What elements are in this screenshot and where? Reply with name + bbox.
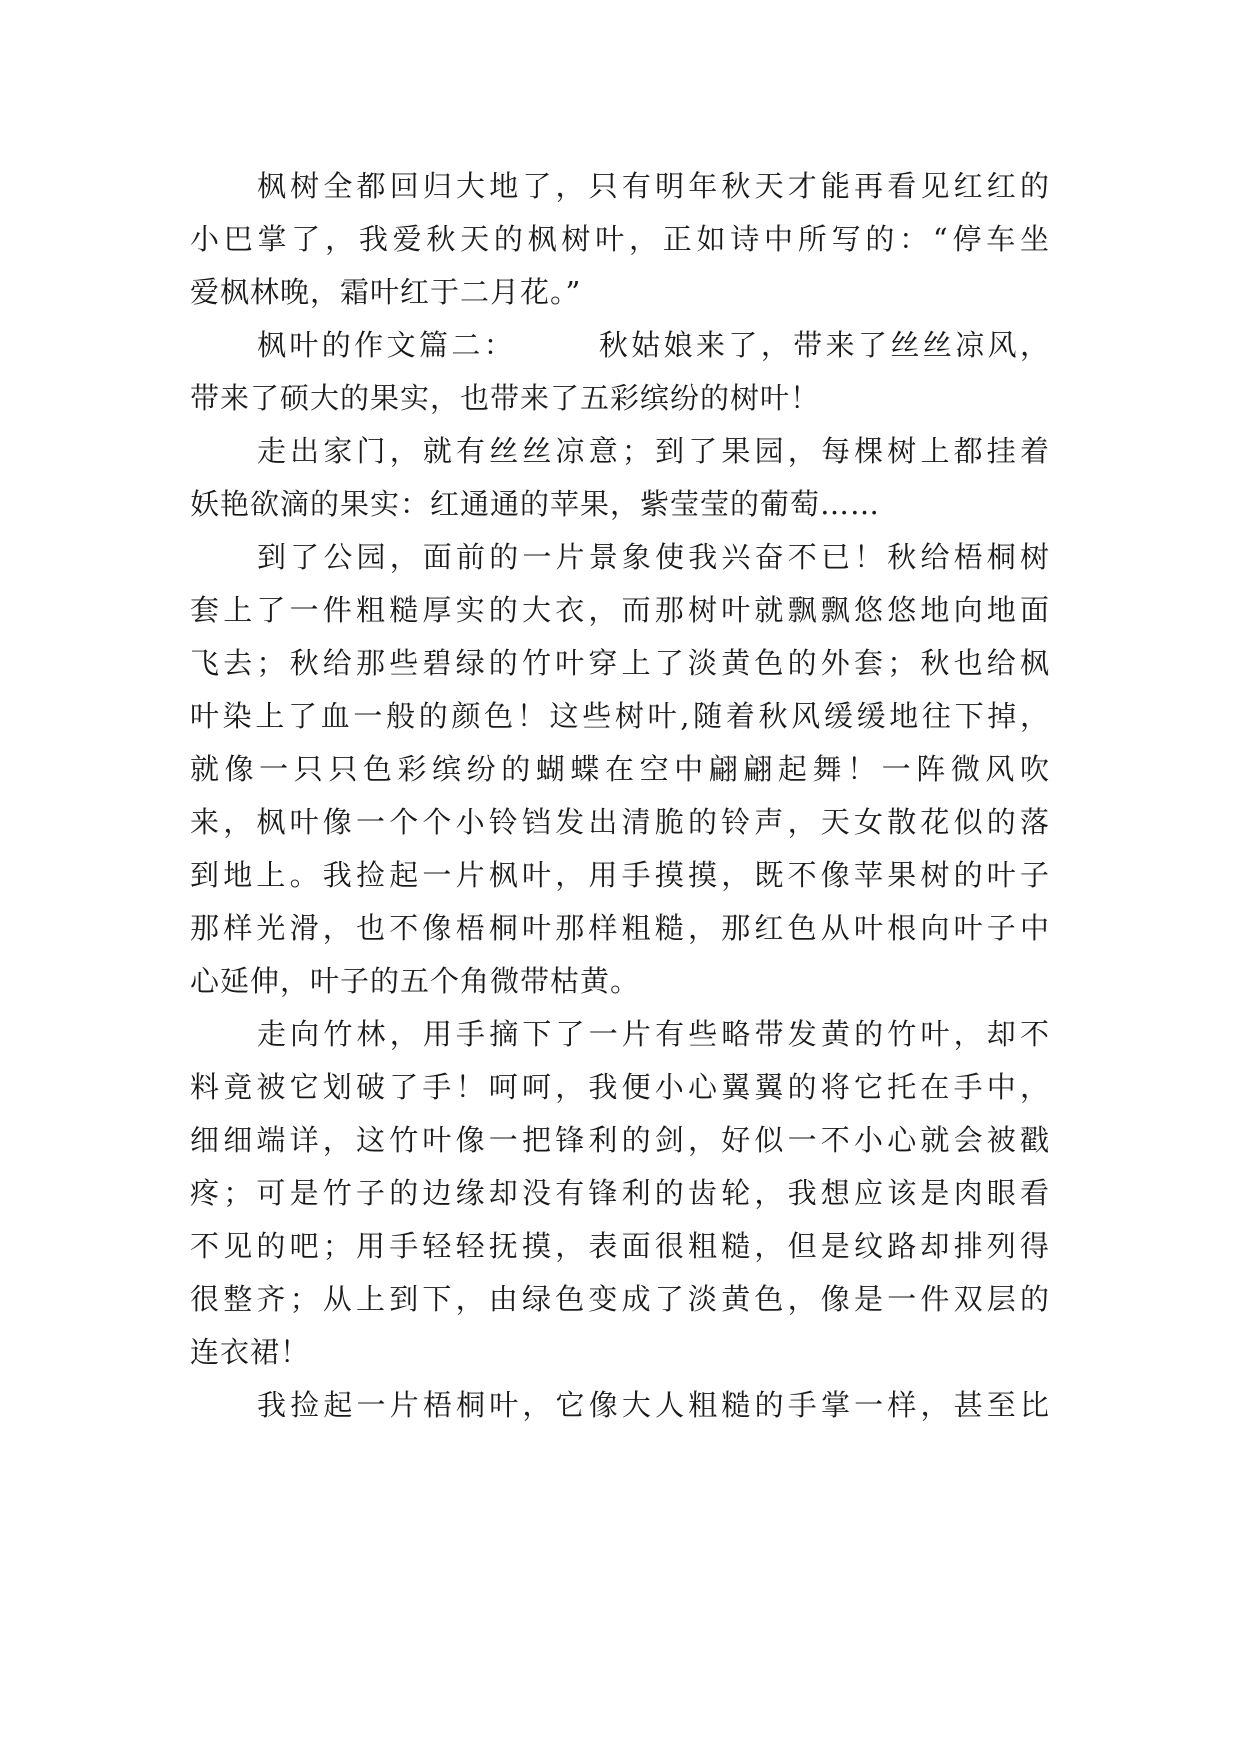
paragraph-first-line: 枫叶的作文篇二： 秋姑娘来了，带来了丝丝凉风， <box>257 328 1050 362</box>
paragraph-line: 到地上。我捡起一片枫叶，用手摸摸，既不像苹果树的叶子 <box>190 858 1050 892</box>
paragraph-line: 叶染上了血一般的颜色！这些树叶,随着秋风缓缓地往下掉， <box>190 699 1050 733</box>
paragraph-line: 带来了硕大的果实，也带来了五彩缤纷的树叶！ <box>190 381 821 415</box>
paragraph-first-line: 走出家门，就有丝丝凉意；到了果园，每棵树上都挂着 <box>257 434 1050 468</box>
paragraph-line: 不见的吧；用手轻轻抚摸，表面很粗糙，但是纹路却排列得 <box>190 1229 1050 1263</box>
paragraph-line: 爱枫林晚，霜叶红于二月花。” <box>190 275 582 309</box>
essay-body <box>190 160 1050 1432</box>
paragraph-line: 妖艳欲滴的果实：红通通的苹果，紫莹莹的葡萄…… <box>190 487 881 521</box>
paragraph-line: 来，枫叶像一个个小铃铛发出清脆的铃声，天女散花似的落 <box>190 805 1050 839</box>
paragraph-line: 连衣裙！ <box>190 1335 311 1369</box>
paragraph-first-line: 到了公园，面前的一片景象使我兴奋不已！秋给梧桐树 <box>257 540 1050 574</box>
paragraph-line: 飞去；秋给那些碧绿的竹叶穿上了淡黄色的外套；秋也给枫 <box>190 646 1050 680</box>
paragraph-line: 小巴掌了，我爱秋天的枫树叶，正如诗中所写的：“停车坐 <box>190 222 1050 256</box>
paragraph-line: 疼；可是竹子的边缘却没有锋利的齿轮，我想应该是肉眼看 <box>190 1176 1050 1210</box>
paragraph-first-line: 枫树全都回归大地了，只有明年秋天才能再看见红红的 <box>257 169 1050 203</box>
paragraph-first-line: 我捡起一片梧桐叶，它像大人粗糙的手掌一样，甚至比 <box>257 1388 1050 1422</box>
paragraph-line: 很整齐；从上到下，由绿色变成了淡黄色，像是一件双层的 <box>190 1282 1050 1316</box>
paragraph-line: 心延伸，叶子的五个角微带枯黄。 <box>190 964 641 998</box>
paragraph-line: 套上了一件粗糙厚实的大衣，而那树叶就飘飘悠悠地向地面 <box>190 593 1050 627</box>
paragraph-first-line: 走向竹林，用手摘下了一片有些略带发黄的竹叶，却不 <box>257 1017 1050 1051</box>
paragraph-line: 细细端详，这竹叶像一把锋利的剑，好似一不小心就会被戳 <box>190 1123 1050 1157</box>
paragraph-line: 那样光滑，也不像梧桐叶那样粗糙，那红色从叶根向叶子中 <box>190 911 1050 945</box>
paragraph-line: 料竟被它划破了手！呵呵，我便小心翼翼的将它托在手中， <box>190 1070 1050 1104</box>
paragraph-line: 就像一只只色彩缤纷的蝴蝶在空中翩翩起舞！一阵微风吹 <box>190 752 1050 786</box>
